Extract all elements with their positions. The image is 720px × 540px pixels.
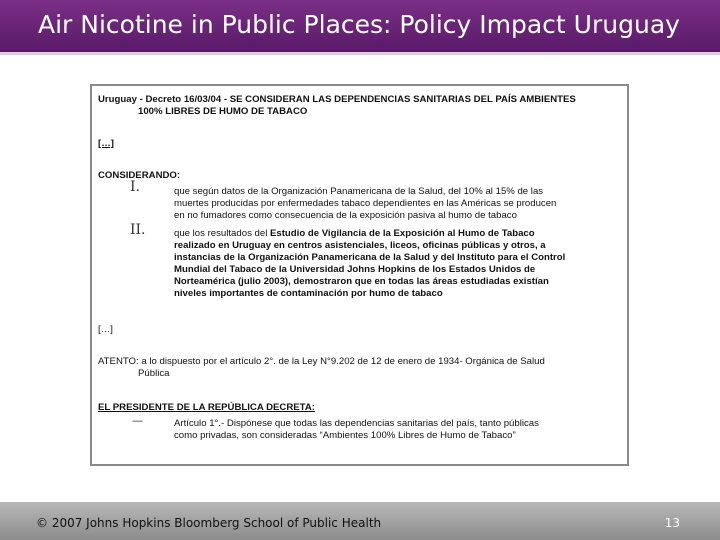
articulo-line1: Artículo 1°.- Dispónese que todas las dependencias sanitarias del país, tanto públicas — [174, 418, 539, 429]
ellipsis-marker-1: […] — [98, 138, 114, 149]
item-ii-line3: instancias de la Organización Panamericana de la Salud y del Instituto para el Control — [174, 252, 566, 263]
slide-title: Air Nicotine in Public Places: Policy Impact Uruguay — [38, 10, 680, 39]
item-ii-line4: Mundial del Tabaco de la Universidad Johns Hopkins de los Estados Unidos de — [174, 264, 536, 275]
item-i-line3: en no fumadores como consecuencia de la exposición pasiva al humo de tabaco — [174, 210, 517, 221]
item-ii-line6: niveles importantes de contaminación por humo de tabaco — [174, 288, 443, 299]
numeral-ii: II. — [130, 222, 146, 238]
footer-copyright: © 2007 Johns Hopkins Bloomberg School of Public Health — [36, 516, 382, 530]
presidente-decreta: EL PRESIDENTE DE LA REPÚBLICA DECRETA: — [98, 402, 315, 413]
item-ii-line1-prefix: que los resultados del — [174, 228, 270, 239]
atento-line2: Pública — [138, 368, 170, 379]
item-ii-line2: realizado en Uruguay en centros asistenciales, liceos, oficinas públicas y otros, a — [174, 240, 546, 251]
item-ii-line5: Norteamérica (julio 2003), demostraron que en todas las áreas estudiadas existían — [174, 276, 549, 287]
page-number: 13 — [664, 516, 680, 530]
item-i-line1: que según datos de la Organización Panamericana de la Salud, del 10% al 15% de las — [174, 186, 544, 197]
decree-text-box — [90, 84, 629, 466]
articulo-line2: como privadas, son consideradas “Ambientes 100% Libres de Humo de Tabaco” — [174, 430, 516, 441]
atento-line1: ATENTO: a lo dispuesto por el artículo 2°. de la Ley N°9.202 de 12 de enero de 1934- Orgánica de Salud — [98, 356, 545, 367]
slide-header — [0, 0, 720, 52]
slide-footer — [0, 502, 720, 540]
considerando-label: CONSIDERANDO: — [98, 170, 181, 181]
decree-heading-line1: Uruguay - Decreto 16/03/04 - SE CONSIDERAN LAS DEPENDENCIAS SANITARIAS DEL PAÍS AMBIENTES — [98, 94, 576, 105]
numeral-i: I. — [130, 179, 140, 195]
ellipsis-marker-2: […] — [98, 324, 113, 335]
article-dash: — — [132, 414, 143, 427]
decree-heading-line2: 100% LIBRES DE HUMO DE TABACO — [138, 106, 308, 117]
item-ii-line1 — [174, 228, 535, 240]
item-i-line2: muertes producidas por enfermedades tabaco dependientes en las Américas se producen — [174, 198, 557, 209]
header-divider — [0, 52, 720, 55]
item-ii-line1-study: Estudio de Vigilancia de la Exposición al Humo de Tabaco — [270, 228, 535, 239]
